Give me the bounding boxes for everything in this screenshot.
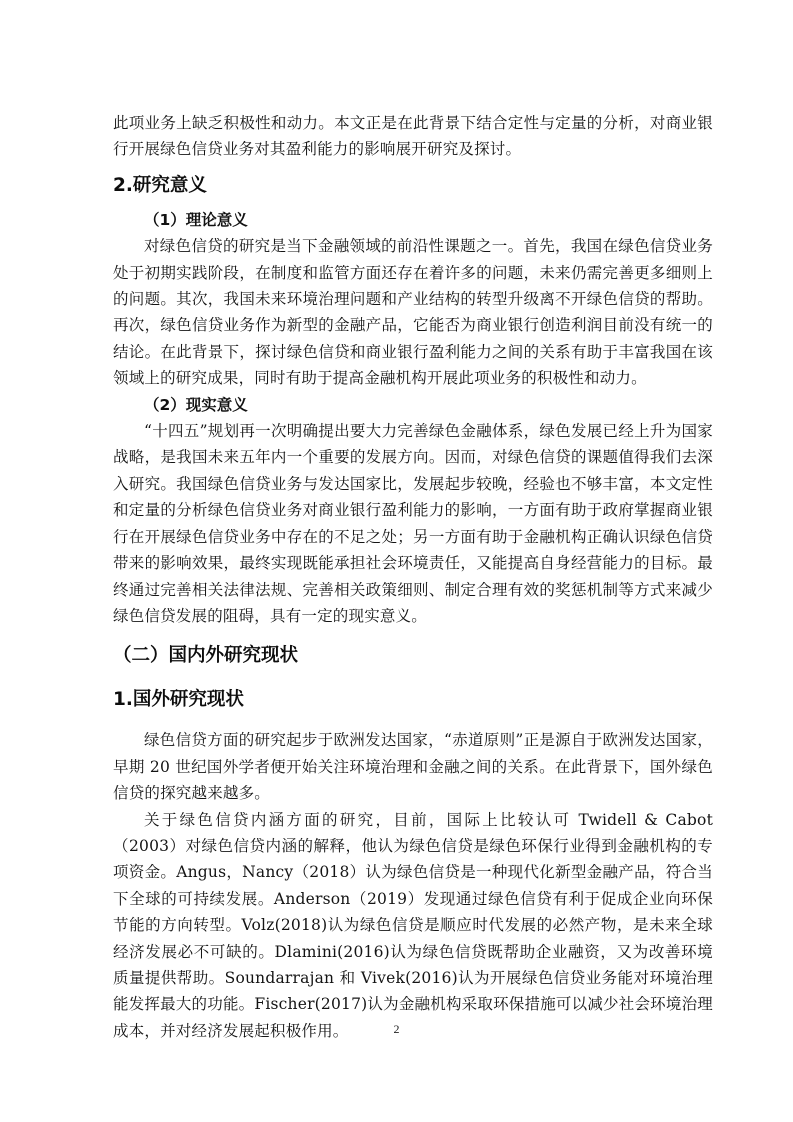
paragraph-foreign-research-2: 关于绿色信贷内涵方面的研究，目前，国际上比较认可 Twidell & Cabot（2003）对绿色信贷内涵的解释，他认为绿色信贷是绿色环保行业得到金融机构的专项资金。Angus，Nancy（2018）认为绿色信贷是一种现代化新型金融产品，符合当下全球的可持续发展。Anderson（2019）发现通过绿色信贷有利于促成企业向环保节能的方向转型。Volz(2018)认为绿色信贷是顺应时代发展的必然产物，是未来全球经济发展必不可缺的。Dlamini(2016)认为绿色信贷既帮助企业融资，又为改善环境质量提供帮助。Soundarrajan 和 Vivek(2016)认为开展绿色信贷业务能对环境治理能发挥最大的功能。Fischer(2017)认为金融机构采取环保措施可以减少社会环境治理成本，并对经济发展起积极作用。 [113,810,713,1040]
paragraph-foreign-research-1: 绿色信贷方面的研究起步于欧洲发达国家，“赤道原则”正是源自于欧洲发达国家，早期 20 世纪国外学者便开始关注环境治理和金融之间的关系。在此背景下，国外绿色信贷的探究越来越多。 [113,731,713,803]
paragraph-theory-significance: 对绿色信贷的研究是当下金融领域的前沿性课题之一。首先，我国在绿色信贷业务处于初期实践阶段，在制度和监管方面还存在着许多的问题，未来仍需完善更多细则上的问题。其次，我国未来环境治理问题和产业结构的转型升级离不开绿色信贷的帮助。再次，绿色信贷业务作为新型的金融产品，它能否为商业银行创造利润目前没有统一的结论。在此背景下，探讨绿色信贷和商业银行盈利能力之间的关系有助于丰富我国在该领域上的研究成果，同时有助于提高金融机构开展此项业务的积极性和动力。 [113,237,713,388]
subheading-practical-significance: （2）现实意义 [144,395,248,414]
paragraph-continuation: 此项业务上缺乏积极性和动力。本文正是在此背景下结合定性与定量的分析，对商业银行开展绿色信贷业务对其盈利能力的影响展开研究及探讨。 [113,114,713,159]
paragraph-practical-significance: “十四五”规划再一次明确提出要大力完善绿色金融体系，绿色发展已经上升为国家战略，是我国未来五年内一个重要的发展方向。因而，对绿色信贷的课题值得我们去深入研究。我国绿色信贷业务与发达国家比，发展起步较晚，经验也不够丰富，本文定性和定量的分析绿色信贷业务对商业银行盈利能力的影响，一方面有助于政府掌握商业银行在开展绿色信贷业务中存在的不足之处；另一方面有助于金融机构正确认识绿色信贷带来的影响效果，最终实现既能承担社会环境责任，又能提高自身经营能力的目标。最终通过完善相关法律法规、完善相关政策细则、制定合理有效的奖惩机制等方式来减少绿色信贷发展的阻碍，具有一定的现实意义。 [113,422,713,625]
heading-foreign-research: 1.国外研究现状 [113,689,244,711]
subheading-theory-significance: （1）理论意义 [144,210,248,229]
heading-research-significance: 2.研究意义 [113,174,207,196]
page-content [113,110,713,1044]
heading-research-status: （二）国内外研究现状 [113,645,299,667]
page-number: 2 [393,1022,400,1036]
